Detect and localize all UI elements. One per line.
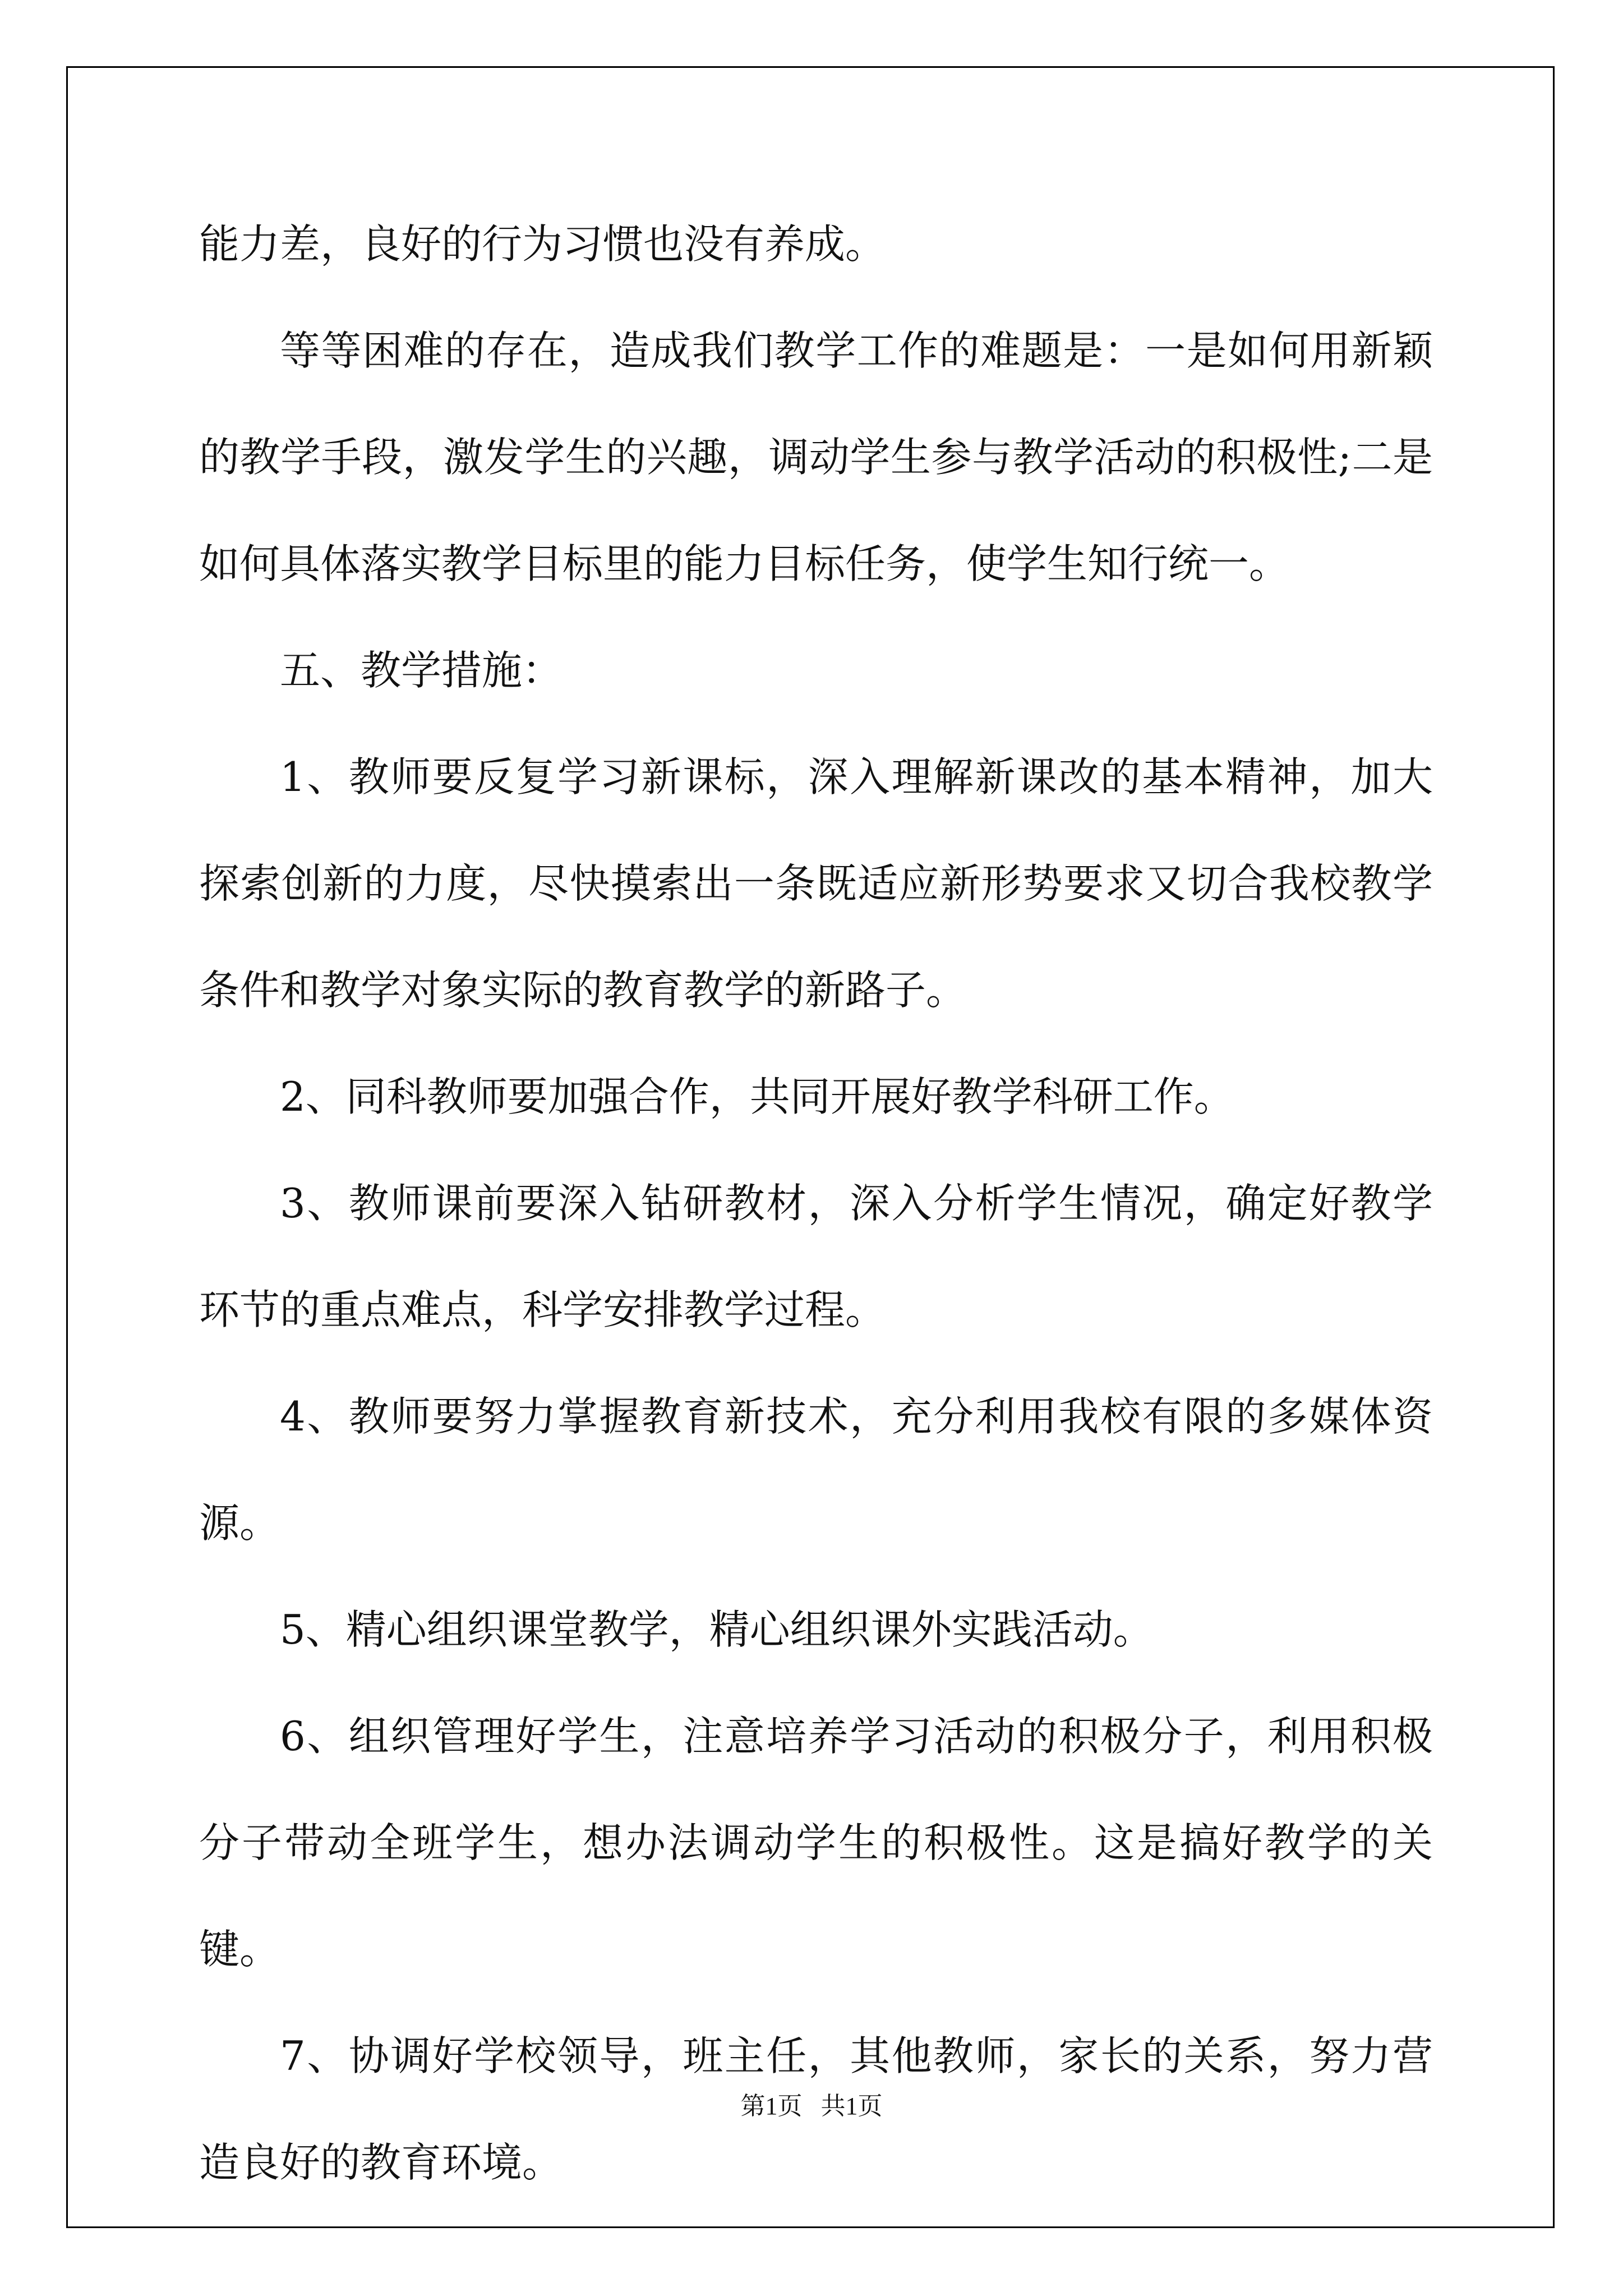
measure-item-4: 4、教师要努力掌握教育新技术，充分利用我校有限的多媒体资源。 [199, 1393, 1433, 1547]
measure-item-1: 1、教师要反复学习新课标，深入理解新课改的基本精神，加大探索创新的力度，尽快摸索出一条既适应新形势要求又切合我校教学条件和教学对象实际的教育教学的新路子。 [199, 753, 1433, 1014]
measure-item-5: 5、精心组织课堂教学，精心组织课外实践活动。 [280, 1606, 1154, 1653]
measure-item-2: 2、同科教师要加强合作，共同开展好教学科研工作。 [280, 1073, 1234, 1120]
section-heading-teaching-measures: 五、教学措施： [280, 647, 563, 694]
paragraph-continuation: 能力差，良好的行为习惯也没有养成。 [199, 220, 886, 268]
paragraph-difficulties: 等等困难的存在，造成我们教学工作的难题是：一是如何用新颖的教学手段，激发学生的兴趣，调动学生参与教学活动的积极性;二是如何具体落实教学目标里的能力目标任务，使学生知行统一。 [199, 327, 1433, 587]
page-footer: 第1页 共1页 [740, 2092, 883, 2120]
document-body [199, 191, 1433, 2216]
measure-item-3: 3、教师课前要深入钻研教材，深入分析学生情况，确定好教学环节的重点难点，科学安排教学过程。 [199, 1180, 1433, 1333]
measure-item-6: 6、组织管理好学生，注意培养学习活动的积极分子，利用积极分子带动全班学生，想办法调动学生的积极性。这是搞好教学的关键。 [199, 1713, 1433, 1973]
measure-item-7: 7、协调好学校领导，班主任，其他教师，家长的关系，努力营造良好的教育环境。 [199, 2032, 1433, 2186]
